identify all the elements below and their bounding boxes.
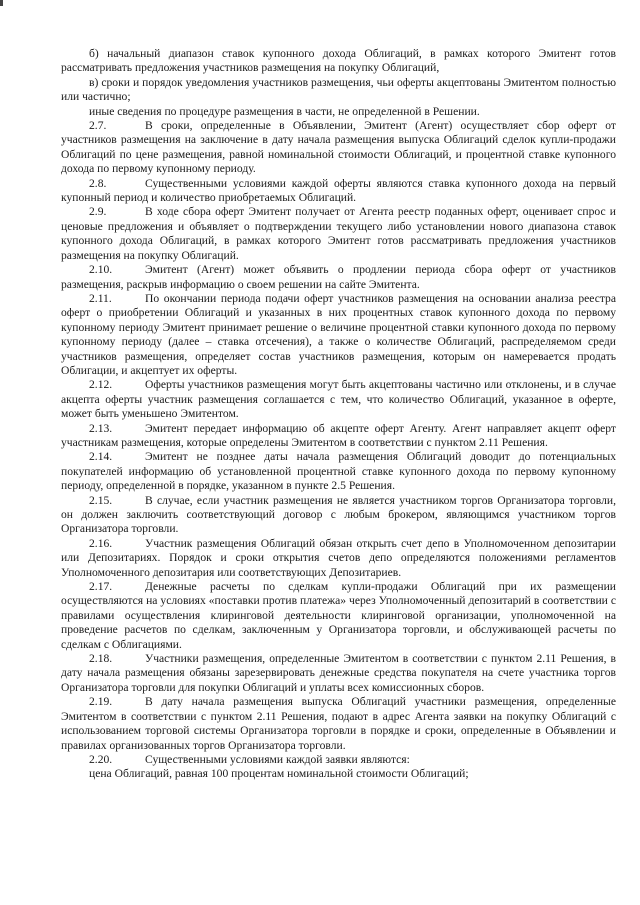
clause-number: 2.9. [89,205,107,219]
clause-2-16 [61,537,616,580]
clause-text: Существенными условиями каждой оферты являются ставка купонного дохода на первый купонный период и количество приобретаемых Облигаций. [61,176,616,205]
closing-line: цена Облигаций, равная 100 процентам номинальной стоимости Облигаций; [89,767,469,781]
clause-2-15 [61,494,616,537]
clause-number: 2.17. [89,580,113,594]
clause-number: 2.14. [89,450,113,464]
clause-number: 2.10. [89,263,113,277]
clause-2-11 [61,292,616,378]
clause-number: 2.15. [89,493,113,507]
clause-text: В случае, если участник размещения не является участником торгов Организатора торговли, он должен заключить соответствующий договор с любым брокером, являющимся участником торгов Организатора торговли. [61,493,616,536]
clause-text: Денежные расчеты по сделкам купли-продажи Облигаций при их размещении осуществляются на условиях «поставки против платежа» через Уполномоченный депозитарий в соответствии с правилами осуществления клиринговой деятельности клиринговой организации, уполномоченной на проведение расчетов по сделкам, заключенным у Организатора торговли, и обслуживающей расчеты по сделкам с Облигациями. [61,580,616,651]
clause-2-8 [61,177,616,206]
clause-2-20 [61,753,616,767]
clause-2-17 [61,580,616,652]
clause-number: 2.12. [89,378,113,392]
clause-number: 2.19. [89,695,113,709]
clause-number: 2.20. [89,752,113,766]
clause-text: По окончании периода подачи оферт участников размещения на основании анализа реестра оферт о приобретении Облигаций и указанных в них процентных ставок купонного дохода по первому купонному периоду Эмитент принимает решение о величине процентной ставки купонного дохода по первому купонному периоду (далее – ставка отсечения), а также о количестве Облигаций, распределяемом среди участников размещения, определяет состав участников размещения, которым он намеревается продать Облигации, и акцептует их оферты. [61,291,616,377]
intro-item-v: в) сроки и порядок уведомления участников размещения, чьи оферты акцептованы Эмитентом полностью или частично; [61,75,616,104]
clause-number: 2.8. [89,176,107,190]
document-page [61,47,616,782]
clause-number: 2.13. [89,421,113,435]
clause-text: Эмитент передает информацию об акцепте оферт Агенту. Агент направляет акцепт оферт участникам размещения, которые определены Эмитентом в соответствии с пунктом 2.11 Решения. [61,421,616,449]
clause-text: В дату начала размещения выпуска Облигаций участники размещения, определенные Эмитентом в соответствии с пунктом 2.11 Решения, подают в адрес Агента заявки на покупку Облигаций с использованием торговой системы Организатора торговли в порядке и сроки, определенные в Объявлении и правилах организованных торгов Организатора торговли. [61,695,616,752]
clause-text: Эмитент не позднее даты начала размещения Облигаций доводит до потенциальных покупателей информацию об установленной процентной ставке купонного дохода по первому купонному периоду, определенной в порядке, указанном в пункте 2.5 Решения. [61,450,616,493]
clause-text: Участники размещения, определенные Эмитентом в соответствии с пунктом 2.11 Решения, в дату начала размещения обязаны зарезервировать денежные средства покупателя на счете участника торгов Организатора торговли для покупки Облигаций и уплаты всех комиссионных сборов. [61,652,616,694]
clause-2-13 [61,422,616,451]
intro-item-b: б) начальный диапазон ставок купонного дохода Облигаций, в рамках которого Эмитент готов рассматривать предложения участников размещения на покупку Облигаций, [61,47,616,75]
clause-2-14 [61,450,616,493]
clause-text: Существенными условиями каждой заявки являются: [145,752,410,766]
clause-2-9 [61,205,616,263]
clause-2-12 [61,378,616,421]
clause-2-7 [61,119,616,177]
clause-text: В ходе сбора оферт Эмитент получает от Агента реестр поданных оферт, оценивает спрос и ценовые предложения и объявляет о подтверждении текущего либо установлении нового диапазона ставок купонного дохода Облигаций, в рамках которого Эмитент готов рассматривать предложения участников размещения на покупку Облигаций. [61,205,616,262]
clause-2-10 [61,263,616,292]
clause-2-18 [61,652,616,695]
clause-text: Эмитент (Агент) может объявить о продлении периода сбора оферт от участников размещения, раскрыв информацию о своем решении на сайте Эмитента. [61,263,616,291]
clause-text: Участник размещения Облигаций обязан открыть счет депо в Уполномоченном депозитарии или Депозитариях. Порядок и сроки открытия счетов депо определяются положениями регламентов Уполномоченного депозитария или соответствующих Депозитариев. [61,536,616,579]
clause-number: 2.18. [89,652,113,666]
clause-text: Оферты участников размещения могут быть акцептованы частично или отклонены, и в случае акцепта оферты участник размещения соглашается с тем, что количество Облигаций, указанное в оферте, может быть уменьшено Эмитентом. [61,378,616,421]
clause-number: 2.7. [89,119,107,133]
scan-mark [0,0,3,6]
clause-number: 2.11. [89,291,112,305]
intro-item-other: иные сведения по процедуре размещения в части, не определенной в Решении. [89,104,480,118]
clause-2-19 [61,695,616,753]
clause-text: В сроки, определенные в Объявлении, Эмитент (Агент) осуществляет сбор оферт от участников размещения на заключение в дату начала размещения выпуска Облигаций сделок купли-продажи Облигаций по цене размещения, равной номинальной стоимости Облигаций, и процентной ставке купонного дохода по первому купонному периоду. [61,119,616,176]
clause-number: 2.16. [89,536,113,550]
